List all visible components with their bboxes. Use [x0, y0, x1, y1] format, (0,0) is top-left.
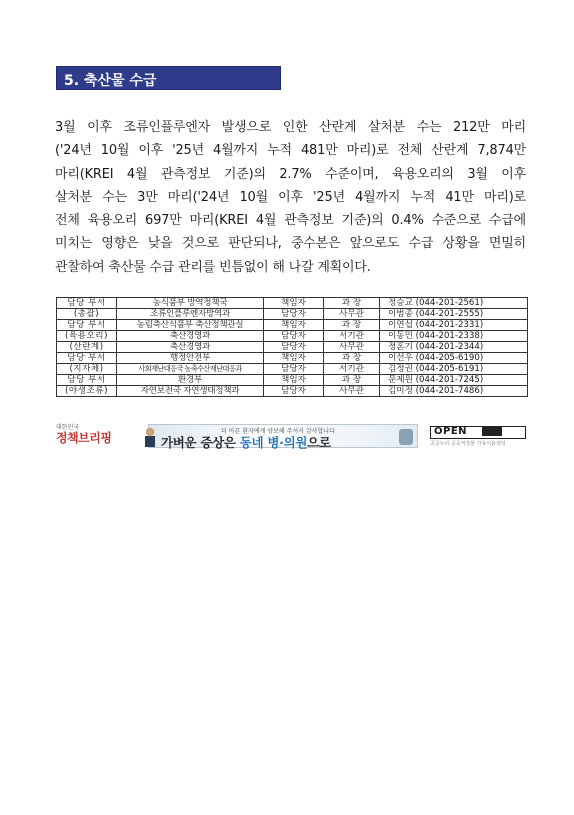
table-row	[57, 331, 528, 342]
dept-label: (야생조류)	[57, 386, 117, 397]
body-line: 살처분 수는 3만 마리('24년 10월 이후 '25년 4월까지 누적 41만 마리)로	[55, 189, 526, 205]
logo-main-text: 정책브리핑	[56, 431, 112, 445]
title-cell: 과 장	[324, 298, 380, 309]
title-cell: 서기관	[324, 364, 380, 375]
role-cell: 담당자	[264, 386, 324, 397]
banner-main-part: 가벼운 증상은	[161, 435, 240, 450]
open-logo-word: OPEN	[434, 426, 468, 437]
org-cell: 사회재난대응국 농축수산재난대응과	[117, 364, 264, 375]
title-cell: 서기관	[324, 331, 380, 342]
license-mark-icon	[482, 427, 502, 436]
table-row	[57, 309, 528, 320]
title-cell: 과 장	[324, 353, 380, 364]
role-cell: 책임자	[264, 298, 324, 309]
campaign-banner[interactable]	[148, 424, 418, 448]
section-heading: 5. 축산물 수급	[64, 73, 157, 89]
contact-table	[56, 297, 528, 397]
banner-main-text	[161, 433, 331, 451]
contact-cell: 문제원 (044-201-7245)	[380, 375, 528, 386]
body-line: 3월 이후 조류인플루엔자 발생으로 인한 산란계 살처분 수는 212만 마리	[55, 120, 526, 135]
role-cell: 담당자	[264, 309, 324, 320]
policy-briefing-logo[interactable]	[56, 424, 116, 448]
banner-main-part: 으로	[307, 435, 331, 450]
title-cell: 사무관	[324, 386, 380, 397]
org-cell: 농림축산식품부 축산정책관실	[117, 320, 264, 331]
medicine-bottle-icon	[399, 429, 413, 445]
doctor-illustration-icon	[143, 427, 157, 447]
role-cell: 담당자	[264, 342, 324, 353]
table-row	[57, 320, 528, 331]
table-row	[57, 353, 528, 364]
table-row	[57, 342, 528, 353]
role-cell: 담당자	[264, 331, 324, 342]
dept-label: 담당 부서	[57, 320, 117, 331]
contact-cell: 이연섭 (044-201-2331)	[380, 320, 528, 331]
body-line: 마리(KREI 4월 관측정보 기준)의 2.7% 수준이며, 육용오리의 3월 이후	[55, 166, 526, 182]
dept-label: (육용오리)	[57, 331, 117, 342]
org-cell: 행정안전부	[117, 353, 264, 364]
org-cell: 축산경영과	[117, 331, 264, 342]
org-cell: 조류인플루엔자방역과	[117, 309, 264, 320]
open-logo-subtext: 공공누리 공공저작물 자유이용허락	[430, 441, 506, 447]
title-cell: 사무관	[324, 342, 380, 353]
dept-label: (지자체)	[57, 364, 117, 375]
dept-label: (산란계)	[57, 342, 117, 353]
contact-cell: 정승교 (044-201-2561)	[380, 298, 528, 309]
dept-label: 담당 부서	[57, 298, 117, 309]
body-line: ('24년 10월 이후 '25년 4월까지 누적 481만 마리)로 전체 산란계 7,874만	[55, 143, 526, 159]
dept-label: 담당 부서	[57, 353, 117, 364]
contact-cell: 이선우 (044-205-6190)	[380, 353, 528, 364]
dept-label: 담당 부서	[57, 375, 117, 386]
table-row	[57, 375, 528, 386]
org-cell: 축산경영과	[117, 342, 264, 353]
dept-label: (총괄)	[57, 309, 117, 320]
body-line: 미치는 영향은 낮을 것으로 판단되나, 중수본은 앞으로도 수급 상황을 면밀히	[55, 236, 526, 252]
role-cell: 책임자	[264, 375, 324, 386]
table-row	[57, 386, 528, 397]
org-cell: 자연보전국 자연생태정책과	[117, 386, 264, 397]
body-line: 관찰하여 축산물 수급 관리를 빈틈없이 해 나갈 계획이다.	[55, 259, 371, 275]
footer	[56, 424, 528, 448]
kogl-open-logo[interactable]	[430, 426, 528, 446]
contact-cell: 김미정 (044-201-7486)	[380, 386, 528, 397]
title-cell: 과 장	[324, 375, 380, 386]
section-heading-box	[56, 66, 281, 90]
body-line: 전체 육용오리 697만 마리(KREI 4월 관측정보 기준)의 0.4% 수준으로 수급에	[55, 213, 526, 229]
contact-cell: 정혼기 (044-201-2344)	[380, 342, 528, 353]
contact-cell: 이동민 (044-201-2338)	[380, 331, 528, 342]
contact-cell: 김정권 (044-205-6191)	[380, 364, 528, 375]
banner-top-text: 더 아픈 환자에게 양보해 주셔서 감사합니다	[221, 428, 335, 435]
table-row	[57, 364, 528, 375]
banner-highlight: 동네 병·의원	[239, 435, 308, 450]
org-cell: 농식품부 방역정책국	[117, 298, 264, 309]
logo-small-text: 대한민국	[56, 424, 80, 431]
title-cell: 사무관	[324, 309, 380, 320]
body-paragraph	[55, 116, 526, 279]
role-cell: 담당자	[264, 364, 324, 375]
org-cell: 환경부	[117, 375, 264, 386]
role-cell: 책임자	[264, 353, 324, 364]
title-cell: 과 장	[324, 320, 380, 331]
contact-cell: 이범종 (044-201-2555)	[380, 309, 528, 320]
table-row	[57, 298, 528, 309]
role-cell: 책임자	[264, 320, 324, 331]
